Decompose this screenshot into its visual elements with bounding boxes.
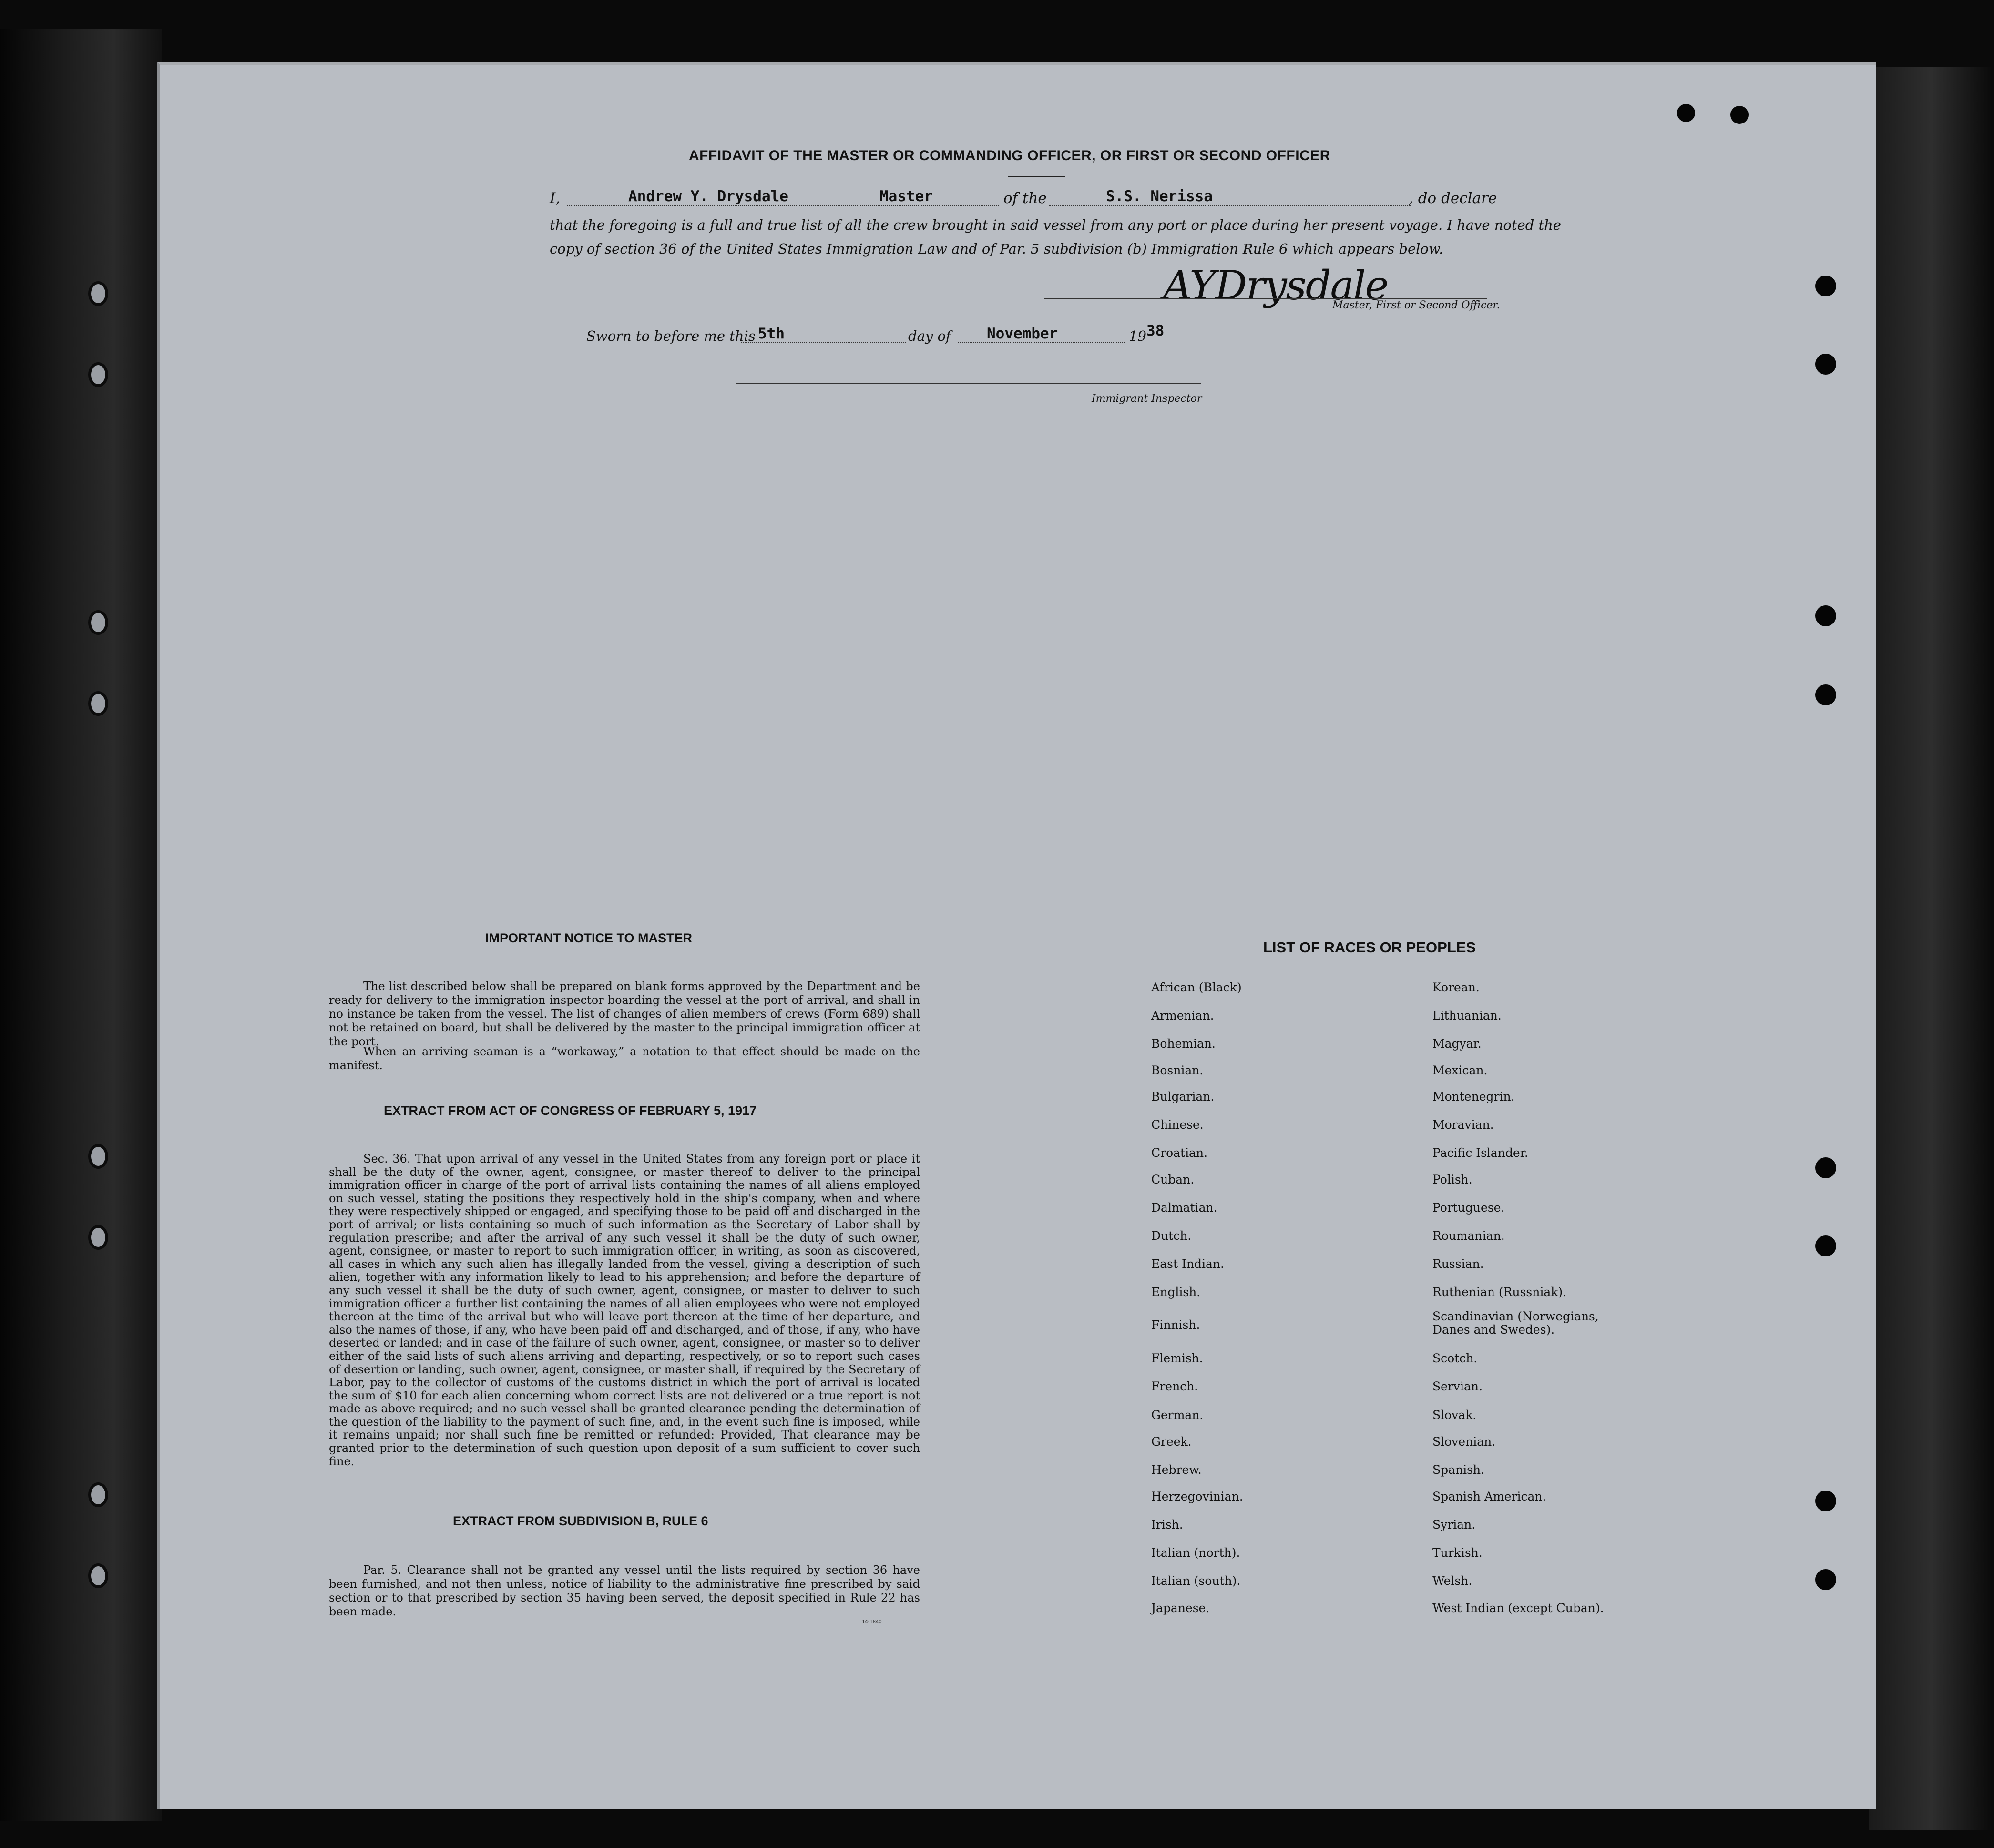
master-signature: AYDrysdale (1163, 262, 1388, 309)
race-item: African (Black) (1151, 980, 1242, 994)
race-item: Lithuanian. (1432, 1009, 1502, 1022)
sworn-month: November (987, 325, 1058, 342)
signer-title: Master, First or Second Officer. (1332, 299, 1500, 311)
punch-hole (1815, 605, 1836, 626)
race-item: East Indian. (1151, 1257, 1224, 1271)
race-item: Russian. (1432, 1257, 1484, 1271)
inspector-label: Immigrant Inspector (1092, 393, 1202, 405)
race-item: Italian (north). (1151, 1546, 1240, 1560)
race-item: Ruthenian (Russniak). (1432, 1285, 1567, 1299)
punch-hole (1815, 276, 1836, 296)
race-item: Korean. (1432, 980, 1480, 994)
notice-paragraph: The list described below shall be prepared on blank forms approved by the Department and be ready for delivery to the immigration inspector boarding the vessel at the port of arrival, and shall in no instance be taken from the vessel. The list of changes of alien members of crews (Form 689) shall not be retained on board, but shall be delivered by the master to the principal immigration officer at the port. (329, 980, 920, 1048)
race-item: Finnish. (1151, 1318, 1200, 1332)
rank-value: Master (879, 188, 933, 205)
binder-left-edge (0, 29, 162, 1821)
punch-hole (1815, 1491, 1836, 1511)
race-item: Mexican. (1432, 1063, 1488, 1077)
title-rule (1008, 176, 1065, 177)
punch-hole (1815, 684, 1836, 705)
punch-hole (1815, 1569, 1836, 1590)
race-item: Irish. (1151, 1518, 1183, 1531)
race-item: Herzegovinian. (1151, 1490, 1243, 1503)
punch-hole (88, 1144, 108, 1169)
do-declare-label: , do declare (1409, 190, 1497, 207)
vessel-name: S.S. Nerissa (1106, 188, 1213, 205)
inspector-signature-line (736, 383, 1201, 384)
document-page (157, 62, 1876, 1809)
race-item: Greek. (1151, 1435, 1192, 1449)
i-label: I, (550, 190, 561, 207)
affidavit-body-line: that the foregoing is a full and true list of all the crew brought in said vessel from any port or place during her present voyage. I have noted the (550, 217, 1562, 233)
act-extract-text: Sec. 36. That upon arrival of any vessel in the United States from any foreign port or place it shall be the duty of the owner, agent, consignee, or master thereof to deliver to the principal immigration officer in charge of the port of arrival lists containing the names of all aliens employed on such vessel, stating the positions they respectively hold in the ship's company, when and where they were respectively shipped or engaged, and specifying those to be paid off and discharged in the port of arrival; or lists containing so much of such information as the Secretary of Labor shall by regulation prescribe; and after the arrival of any such vessel it shall be the duty of such owner, agent, consignee, or master to report to such immigration officer, in writing, as soon as discovered, all cases in which any such alien has illegally landed from the vessel, giving a description of such alien, together with any information likely to lead to his apprehension; and before the departure of any such vessel it shall be the duty of such owner, agent, consignee, or master to deliver to such immigration officer a further list containing the names of all alien employees who were not employed thereon at the time of the arrival but who will leave port thereon at the time of her departure, and also the names of those, if any, who have been paid off and discharged, and of those, if any, who have deserted or landed; and in case of the failure of such owner, agent, consignee, or master so to deliver either of the said lists of such aliens arriving and departing, respectively, or so to report such cases of desertion or landing, such owner, agent, consignee, or master shall, if required by the Secretary of Labor, pay to the collector of customs of the customs district in which the port of arrival is located the sum of $10 for each alien concerning whom correct lists are not delivered or a true report is not made as above required; and no such vessel shall be granted clearance pending the determination of the question of the liability to the payment of such fine, and, in the event such fine is imposed, while it remains unpaid; nor shall such fine be remitted or refunded: Provided, That clearance may be granted prior to the determination of such question upon deposit of a sum sufficient to cover such fine. (329, 1152, 920, 1468)
race-item: Hebrew. (1151, 1463, 1202, 1477)
race-item: Polish. (1432, 1173, 1472, 1186)
race-item: Cuban. (1151, 1173, 1195, 1186)
punch-hole (88, 281, 108, 306)
race-item: Moravian. (1432, 1118, 1494, 1132)
vessel-underline (1049, 205, 1411, 206)
race-item: Roumanian. (1432, 1229, 1505, 1243)
punch-hole (88, 610, 108, 635)
race-item: Japanese. (1151, 1601, 1210, 1615)
race-item: Syrian. (1432, 1518, 1476, 1531)
race-item: Slovenian. (1432, 1435, 1496, 1449)
rule-extract-text: Par. 5. Clearance shall not be granted any vessel until the lists required by section 36 have been furnished, and not then unless, notice of liability to the administrative fine prescribed by said section or to that prescribed by section 35 having been served, the deposit specified in Rule 22 has been made. (329, 1563, 920, 1618)
race-item: Bohemian. (1151, 1037, 1216, 1051)
race-item: Pacific Islander. (1432, 1146, 1528, 1160)
race-item: Spanish. (1432, 1463, 1485, 1477)
rule-extract-title: EXTRACT FROM SUBDIVISION B, RULE 6 (453, 1514, 708, 1528)
race-item: Flemish. (1151, 1351, 1203, 1365)
race-item: Spanish American. (1432, 1490, 1546, 1503)
notice-title: IMPORTANT NOTICE TO MASTER (485, 931, 692, 945)
affidavit-body-line: copy of section 36 of the United States Immigration Law and of Par. 5 subdivision (b) Immigration Rule 6 which appears below. (550, 241, 1443, 257)
race-item: Armenian. (1151, 1009, 1214, 1022)
race-item: Dalmatian. (1151, 1201, 1217, 1215)
notice-paragraph: When an arriving seaman is a “workaway,” a notation to that effect should be made on the manifest. (329, 1045, 920, 1072)
punch-hole (88, 1563, 108, 1588)
punch-hole (1815, 354, 1836, 375)
day-of-label: day of (908, 328, 951, 344)
race-item: Servian. (1432, 1379, 1483, 1393)
name-underline (567, 205, 999, 206)
binder-right-edge (1869, 67, 1994, 1830)
signature-underline (1044, 298, 1487, 299)
race-item: Portuguese. (1432, 1201, 1505, 1215)
form-number: 14-1840 (862, 1619, 882, 1624)
race-item: Croatian. (1151, 1146, 1208, 1160)
race-item: West Indian (except Cuban). (1432, 1601, 1604, 1615)
race-item: Montenegrin. (1432, 1090, 1515, 1103)
sworn-label: Sworn to before me this (586, 328, 756, 344)
act-extract-title: EXTRACT FROM ACT OF CONGRESS OF FEBRUARY 5, 1917 (384, 1103, 757, 1118)
race-item: Chinese. (1151, 1118, 1204, 1132)
race-item: Scotch. (1432, 1351, 1478, 1365)
races-title: LIST OF RACES OR PEOPLES (1263, 939, 1476, 956)
master-name: Andrew Y. Drysdale (628, 188, 788, 205)
race-item: Italian (south). (1151, 1574, 1241, 1588)
race-item: Bosnian. (1151, 1063, 1204, 1077)
punch-hole (88, 691, 108, 716)
punch-hole (88, 362, 108, 387)
sworn-year: 38 (1146, 322, 1165, 339)
race-item: Slovak. (1432, 1408, 1477, 1422)
race-item: French. (1151, 1379, 1198, 1393)
sworn-day: 5th (758, 325, 785, 342)
year-prefix: 19 (1129, 328, 1146, 344)
race-item: English. (1151, 1285, 1201, 1299)
month-underline (958, 342, 1125, 343)
day-underline (741, 342, 906, 343)
punch-hole (88, 1482, 108, 1507)
punch-hole (1815, 1235, 1836, 1256)
of-the-label: of the (1003, 190, 1047, 207)
race-item: Magyar. (1432, 1037, 1482, 1051)
race-item: Scandinavian (Norwegians, Danes and Swedes). (1432, 1309, 1599, 1337)
affidavit-title: AFFIDAVIT OF THE MASTER OR COMMANDING OFFICER, OR FIRST OR SECOND OFFICER (689, 148, 1330, 163)
punch-hole (1677, 104, 1695, 122)
punch-hole (88, 1225, 108, 1250)
race-item: German. (1151, 1408, 1204, 1422)
race-item: Turkish. (1432, 1546, 1483, 1560)
punch-hole (1815, 1157, 1836, 1178)
race-item: Welsh. (1432, 1574, 1472, 1588)
race-item: Dutch. (1151, 1229, 1192, 1243)
punch-hole (1730, 106, 1749, 124)
race-item: Bulgarian. (1151, 1090, 1215, 1103)
